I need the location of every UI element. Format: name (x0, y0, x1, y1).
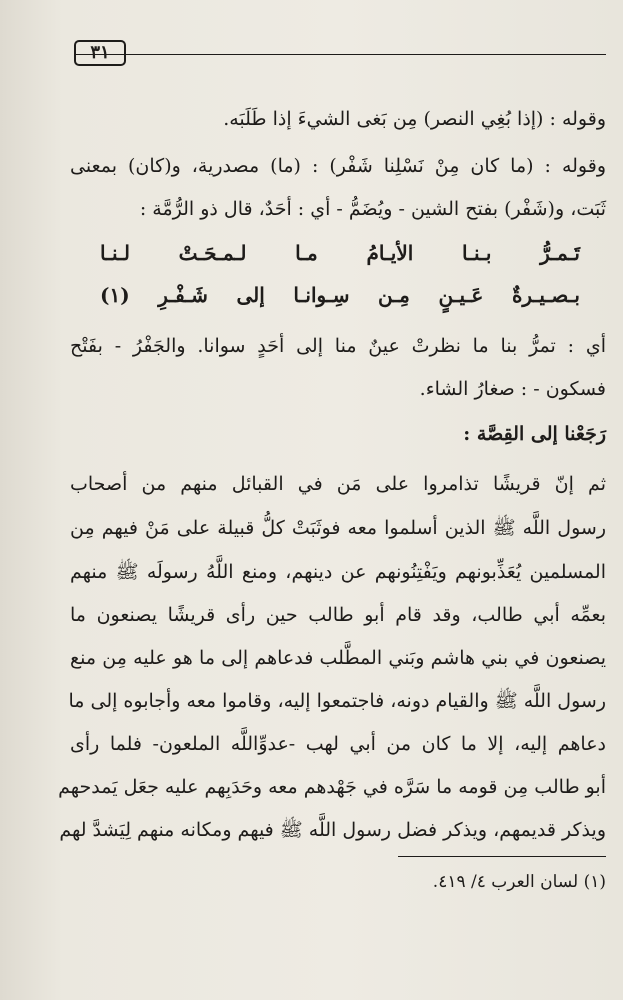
text-line-7: فسكون - : صغارُ الشاء. (419, 378, 606, 400)
text-line-17: ويذكر قديمهم، ويذكر فضل رسول اللَّه ﷺ فيهم ومكانه منهم لِيَشدَّ لهم (59, 819, 606, 841)
text-line-15: دعاهم إليه، إلا ما كان من أبي لهب -عدوِّاللَّه الملعون- فلما رأى (70, 733, 606, 755)
header-rule (74, 54, 606, 55)
section-heading: رَجَعْنا إلى القِصَّة : (463, 423, 606, 445)
text-line-14: رسول اللَّه ﷺ والقيام دونه، فاجتمعوا إليه، وقاموا معه وأجابوه إلى ما (68, 690, 606, 712)
page-number: ٣١ (74, 40, 126, 66)
text-line-16: أبو طالب مِن قومه ما سَرَّه في جَهْدهم معه وحَدَبِهم عليه جعَل يَمدحهم (58, 776, 606, 798)
text-line-2: وقوله : (ما كان مِنْ نَسْلِنا شَفْر) : (ما) مصدرية، و(كان) بمعنى (70, 155, 606, 177)
poem-verse-1: تَـمـرُّ بـنـا الأيـامُ مـا لـمـحَـتْ لـنـا (100, 241, 580, 265)
footnote-rule (398, 856, 606, 857)
text-line-11: المسلمين يُعَذِّبونهم ويَفْتِنُونهم عن دينهم، ومنع اللَّهُ رسولَه ﷺ منهم (70, 561, 606, 583)
text-line-12: بعمِّه أبي طالب، وقد قام أبو طالب حين رأى قريشًا يصنعون ما (70, 604, 606, 626)
poem-verse-2: بـصـيـرةٌ عَـيـنٍ مِـن سِـوانـا إلى شَـفْـرِ (١) (100, 283, 580, 307)
text-line-1: وقوله : (إذا بُغِي النصر) مِن بَغى الشيءَ إذا طَلَبَه. (223, 108, 606, 130)
footnote-1: (١) لسان العرب ٤/ ٤١٩. (432, 872, 606, 892)
text-line-9: ثم إنّ قريشًا تذامروا على مَن في القبائل منهم من أصحاب (70, 473, 606, 495)
text-line-10: رسول اللَّه ﷺ الذين أسلموا معه فوثَبَتْ كلُّ قبيلة على مَنْ فيهم مِن (70, 517, 606, 539)
text-line-6: أي : تمرُّ بنا ما نظرتْ عينٌ منا إلى أحَدٍ سوانا. والجَفْرُ - بفَتْح (70, 335, 606, 357)
text-line-3: ثَبَت، و(شَفْر) بفتح الشين - ويُضَمُّ - أي : أحَدٌ، قال ذو الرُّمَّة : (139, 198, 606, 220)
text-line-13: يصنعون في بني هاشم وبَني المطَّلب فدعاهم إلى ما هو عليه مِن منع (70, 647, 606, 669)
